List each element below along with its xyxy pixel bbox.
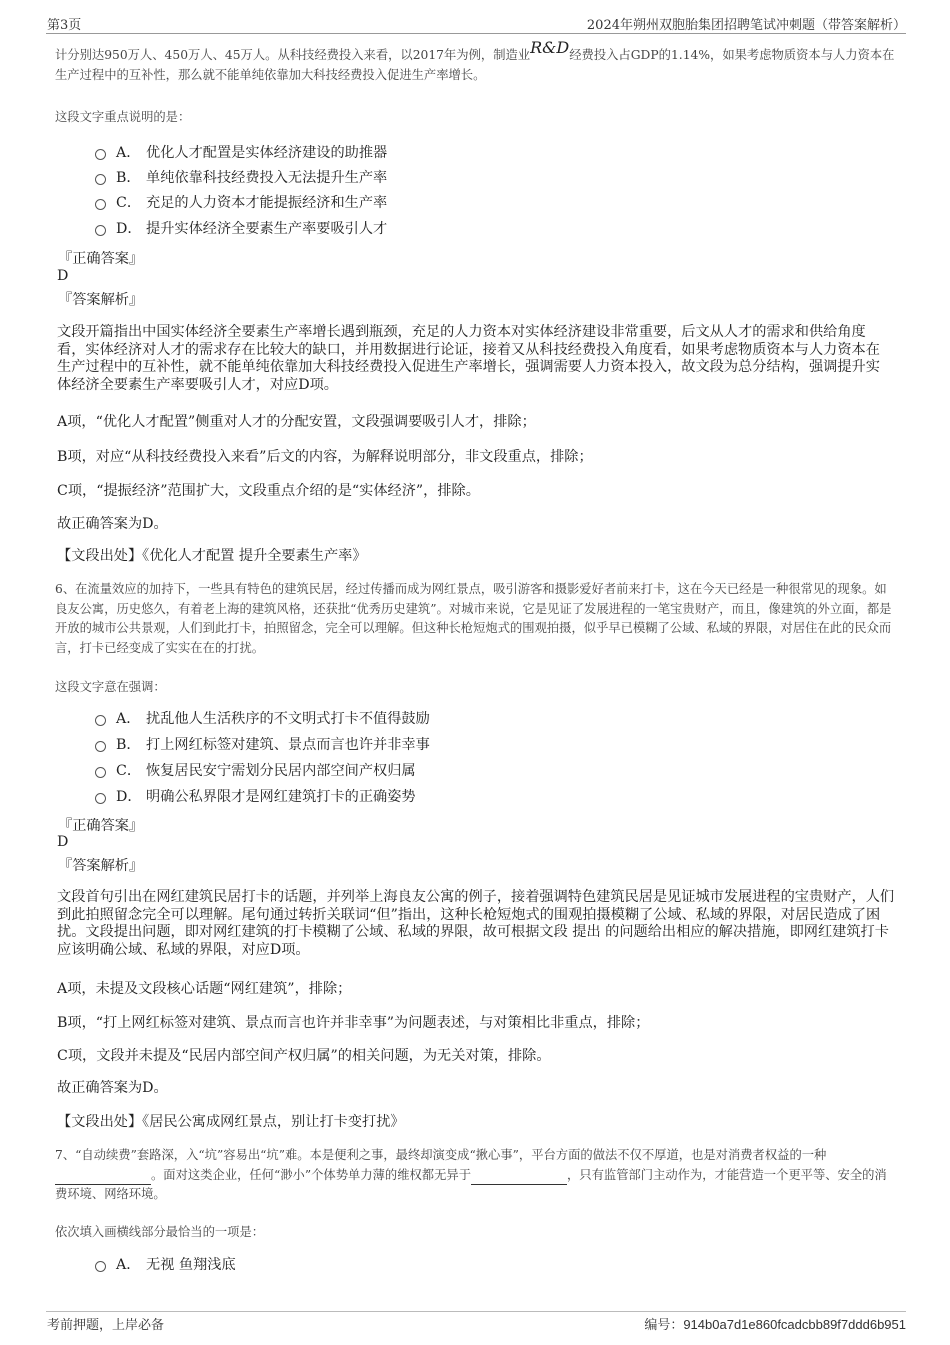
- q6-option-a[interactable]: A． 扰乱他人生活秩序的不文明式打卡不值得鼓励: [95, 708, 430, 730]
- q5-option-d[interactable]: D． 提升实体经济全要素生产率要吸引人才: [95, 218, 387, 240]
- radio-icon[interactable]: [95, 741, 106, 752]
- page-number: 第3页: [47, 18, 82, 33]
- radio-icon[interactable]: [95, 174, 106, 185]
- q5-answer: D: [57, 268, 69, 284]
- q6-option-c[interactable]: C． 恢复居民安宁需划分民居内部空间产权归属: [95, 760, 416, 782]
- header-divider: [46, 33, 906, 34]
- q7-prompt: 依次填入画横线部分最恰当的一项是：: [55, 1225, 265, 1239]
- q5-option-b[interactable]: B． 单纯依靠科技经费投入无法提升生产率: [95, 167, 387, 189]
- q6-prompt: 这段文字意在强调：: [55, 680, 166, 694]
- q6-analysis-label: 『答案解析』: [58, 858, 144, 874]
- q6-analysis: 文段首句引出在网红建筑民居打卡的话题，并列举上海良友公寓的例子，接着强调特色建筑民居是见证城市发展进程的宝贵财产，人们到此拍照留念完全可以理解。尾句通过转折关联词“但”指出，这种长枪短炮式的围观拍摄模糊了公域、私域的界限，对居民造成了困扰。文段提出问题，即对网红建筑的打卡模糊了公域、私域的界限，故可根据文段 提出 的问题给出相应的解决措施，即网红建筑打卡应该明确公域、私域的界限，对应D项。: [57, 889, 895, 958]
- rd-formula: R&D: [530, 38, 570, 57]
- q6-answer-label: 『正确答案』: [58, 818, 144, 834]
- q6-option-b[interactable]: B． 打上网红标签对建筑、景点而言也许并非幸事: [95, 734, 430, 756]
- document-code: 编号：914b0a7d1e860fcadcbb89f7ddd6b951: [644, 1317, 906, 1333]
- fill-blank-1[interactable]: [55, 1172, 151, 1185]
- q6-note-b: B项，“打上网红标签对建筑、景点而言也许并非幸事”为问题表述，与对策相比非重点，排除；: [57, 1015, 650, 1031]
- q5-note-b: B项，对应“从科技经费投入来看”后文的内容，为解释说明部分，非文段重点，排除；: [57, 449, 593, 465]
- footer-slogan: 考前押题，上岸必备: [47, 1318, 165, 1333]
- fill-blank-2[interactable]: [471, 1172, 567, 1185]
- q7-stem: 7、“自动续费”套路深，入“坑”容易出“坑”难。本是便利之事，最终却演变成“揪心事”，平台方面的做法不仅不厚道，也是对消费者权益的一种。面对这类企业，任何“渺小”个体势单力薄的维权都无异于 ，只有监管部门主动作为，才能营造一个更平等、安全的消费环境、网络环境。: [55, 1148, 887, 1201]
- q5-prompt: 这段文字重点说明的是：: [55, 110, 191, 124]
- q5-answer-label: 『正确答案』: [58, 251, 144, 267]
- q5-analysis: 文段开篇指出中国实体经济全要素生产率增长遇到瓶颈，充足的人力资本对实体经济建设非常重要，后文从人才的需求和供给角度看，实体经济对人才的需求存在比较大的缺口，并用数据进行论证，接着又从科技经费投入角度看，如果考虑物质资本与人力资本在生产过程中的互补性，就不能单纯依靠加大科技经费投入促进生产率增长，强调需要人力资本投入，故文段为总分结构，强调提升实体经济全要素生产率要吸引人才，对应D项。: [57, 324, 880, 393]
- q6-option-d[interactable]: D． 明确公私界限才是网红建筑打卡的正确姿势: [95, 786, 416, 808]
- document-title: 2024年朔州双胞胎集团招聘笔试冲刺题（带答案解析）: [586, 18, 906, 33]
- radio-icon[interactable]: [95, 767, 106, 778]
- radio-icon[interactable]: [95, 1261, 106, 1272]
- q6-conclusion: 故正确答案为D。: [57, 1080, 168, 1096]
- q5-note-a: A项，“优化人才配置”侧重对人才的分配安置，文段强调要吸引人才，排除；: [57, 414, 536, 430]
- radio-icon[interactable]: [95, 793, 106, 804]
- q6-note-a: A项，未提及文段核心话题“网红建筑”，排除；: [57, 981, 352, 997]
- q5-option-a[interactable]: A． 优化人才配置是实体经济建设的助推器: [95, 142, 387, 164]
- q5-conclusion: 故正确答案为D。: [57, 516, 168, 532]
- q6-note-c: C项，文段并未提及“民居内部空间产权归属”的相关问题，为无关对策，排除。: [57, 1048, 551, 1064]
- q5-stem: 计分别达950万人、450万人、45万人。从科技经费投入来看，以2017年为例，制造业R&D经费投入占GDP的1.14%，如果考虑物质资本与人力资本在生产过程中的互补性，那么就不能单纯依靠加大科技经费投入促进生产率增长。: [55, 38, 895, 82]
- q7-option-a[interactable]: A． 无视 鱼翔浅底: [95, 1254, 236, 1276]
- radio-icon[interactable]: [95, 225, 106, 236]
- radio-icon[interactable]: [95, 149, 106, 160]
- q5-note-c: C项，“提振经济”范围扩大，文段重点介绍的是“实体经济”，排除。: [57, 483, 480, 499]
- q5-option-c[interactable]: C． 充足的人力资本才能提振经济和生产率: [95, 192, 387, 214]
- footer-divider: [46, 1311, 906, 1312]
- q6-source: 【文段出处】《居民公寓成网红景点，别让打卡变打扰》: [57, 1114, 405, 1130]
- q5-source: 【文段出处】《优化人才配置 提升全要素生产率》: [57, 548, 367, 564]
- radio-icon[interactable]: [95, 715, 106, 726]
- q6-answer: D: [57, 834, 69, 850]
- q5-analysis-label: 『答案解析』: [58, 292, 144, 308]
- q6-stem: 6、在流量效应的加持下，一些具有特色的建筑民居，经过传播而成为网红景点，吸引游客和摄影爱好者前来打卡，这在今天已经是一种很常见的现象。如良友公寓，历史悠久，有着老上海的建筑风格，还获批“优秀历史建筑”。对城市来说，它是见证了发展进程的一笔宝贵财产，而且，像建筑的外立面，都是开放的城市公共景观，人们到此打卡，拍照留念，完全可以理解。但这种长枪短炮式的围观拍摄，似乎早已模糊了公域、私域的界限，对居住在此的民众而言，打卡已经变成了实实在在的打扰。: [55, 582, 892, 655]
- radio-icon[interactable]: [95, 199, 106, 210]
